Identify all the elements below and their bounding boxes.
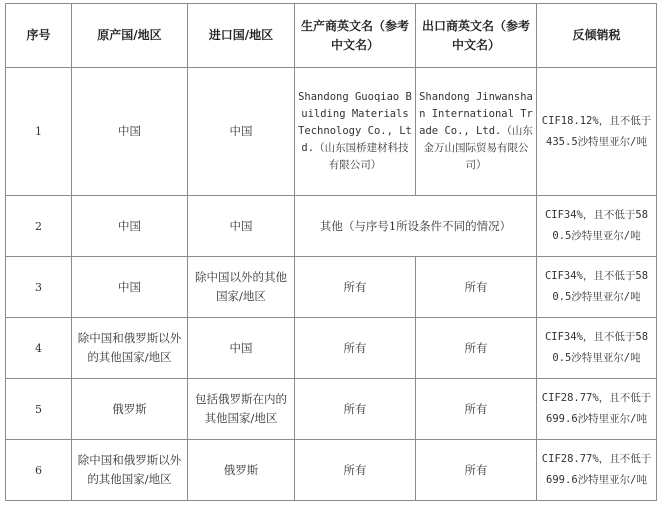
cell-import: 中国 (188, 68, 295, 196)
anti-dumping-duty-table (5, 3, 657, 501)
cell-origin: 中国 (72, 196, 188, 257)
cell-duty: CIF34%，且不低于580.5沙特里亚尔/吨 (537, 196, 657, 257)
header-producer: 生产商英文名（参考中文名） (295, 4, 416, 68)
cell-exporter: 所有 (416, 257, 537, 318)
cell-duty: CIF34%，且不低于580.5沙特里亚尔/吨 (537, 257, 657, 318)
header-origin: 原产国/地区 (72, 4, 188, 68)
table-row (6, 379, 657, 440)
cell-seq: 1 (6, 68, 72, 196)
cell-import: 俄罗斯 (188, 440, 295, 501)
cell-exporter: 所有 (416, 440, 537, 501)
cell-import: 中国 (188, 318, 295, 379)
cell-merged-other: 其他（与序号1所设条件不同的情况） (295, 196, 537, 257)
cell-origin: 中国 (72, 68, 188, 196)
table-row (6, 257, 657, 318)
cell-producer: 所有 (295, 318, 416, 379)
cell-seq: 4 (6, 318, 72, 379)
cell-origin: 除中国和俄罗斯以外的其他国家/地区 (72, 318, 188, 379)
cell-duty: CIF34%，且不低于580.5沙特里亚尔/吨 (537, 318, 657, 379)
cell-origin: 除中国和俄罗斯以外的其他国家/地区 (72, 440, 188, 501)
table-row (6, 318, 657, 379)
cell-producer: Shandong Guoqiao Building Materials Technology Co., Ltd.（山东国桥建材科技有限公司） (295, 68, 416, 196)
cell-seq: 5 (6, 379, 72, 440)
cell-seq: 2 (6, 196, 72, 257)
header-import: 进口国/地区 (188, 4, 295, 68)
cell-duty: CIF28.77%，且不低于699.6沙特里亚尔/吨 (537, 440, 657, 501)
cell-duty: CIF18.12%，且不低于435.5沙特里亚尔/吨 (537, 68, 657, 196)
cell-origin: 俄罗斯 (72, 379, 188, 440)
cell-import: 中国 (188, 196, 295, 257)
header-row (6, 4, 657, 68)
cell-exporter: 所有 (416, 379, 537, 440)
cell-import: 包括俄罗斯在内的其他国家/地区 (188, 379, 295, 440)
table-row (6, 68, 657, 196)
cell-producer: 所有 (295, 257, 416, 318)
header-exporter: 出口商英文名（参考中文名） (416, 4, 537, 68)
cell-exporter: Shandong Jinwanshan International Trade Co., Ltd.（山东金万山国际贸易有限公司） (416, 68, 537, 196)
cell-producer: 所有 (295, 440, 416, 501)
cell-seq: 3 (6, 257, 72, 318)
cell-origin: 中国 (72, 257, 188, 318)
cell-import: 除中国以外的其他国家/地区 (188, 257, 295, 318)
cell-exporter: 所有 (416, 318, 537, 379)
table-row (6, 196, 657, 257)
header-seq: 序号 (6, 4, 72, 68)
table-row (6, 440, 657, 501)
cell-seq: 6 (6, 440, 72, 501)
cell-duty: CIF28.77%，且不低于699.6沙特里亚尔/吨 (537, 379, 657, 440)
cell-producer: 所有 (295, 379, 416, 440)
header-duty: 反倾销税 (537, 4, 657, 68)
